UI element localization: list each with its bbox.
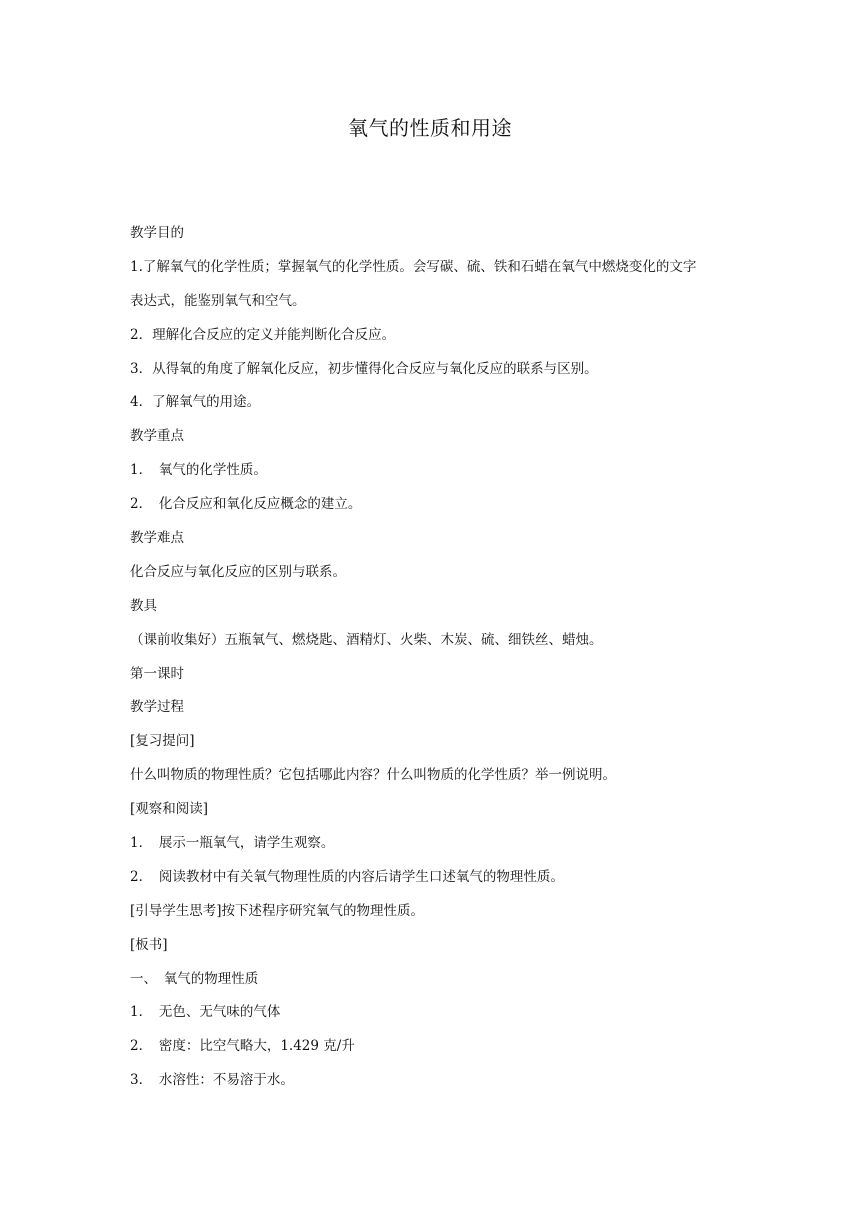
review-question-text: 什么叫物质的物理性质？它包括哪此内容？什么叫物质的化学性质？举一例说明。 bbox=[130, 767, 616, 784]
label-blackboard: [板书] bbox=[130, 936, 168, 953]
observe-item-1: 1． 展示一瓶氧气，请学生观察。 bbox=[130, 835, 335, 852]
document-body bbox=[130, 217, 740, 1098]
section-physical-properties: 一、 氧气的物理性质 bbox=[130, 970, 259, 987]
heading-teaching-aids: 教具 bbox=[130, 597, 157, 614]
teaching-aids-text: （课前收集好）五瓶氧气、燃烧匙、酒精灯、火柴、木炭、硫、细铁丝、蜡烛。 bbox=[130, 631, 603, 648]
label-observe-and-read: [观察和阅读] bbox=[130, 801, 209, 818]
heading-first-lesson: 第一课时 bbox=[130, 665, 184, 682]
property-1: 1． 无色、无气味的气体 bbox=[130, 1004, 281, 1021]
focus-2: 2． 化合反应和氧化反应概念的建立。 bbox=[130, 496, 362, 513]
property-2: 2． 密度：比空气略大，1.429 克/升 bbox=[130, 1038, 355, 1055]
label-review-questions: [复习提问] bbox=[130, 733, 195, 750]
property-3: 3． 水溶性：不易溶于水。 bbox=[130, 1072, 294, 1089]
objective-1-line-1: 1.了解氧气的化学性质；掌握氧气的化学性质。会写碳、硫、铁和石蜡在氧气中燃烧变化的文字 bbox=[130, 258, 697, 275]
observe-item-2: 2． 阅读教材中有关氧气物理性质的内容后请学生口述氧气的物理性质。 bbox=[130, 868, 564, 885]
focus-1: 1． 氧气的化学性质。 bbox=[130, 462, 267, 479]
heading-teaching-focus: 教学重点 bbox=[130, 428, 184, 445]
objective-2: 2．理解化合反应的定义并能判断化合反应。 bbox=[130, 326, 396, 343]
objective-4: 4．了解氧气的用途。 bbox=[130, 394, 261, 411]
heading-teaching-objectives: 教学目的 bbox=[130, 225, 184, 241]
objective-1-line-2: 表达式，能鉴别氧气和空气。 bbox=[130, 292, 306, 309]
document-title: 氧气的性质和用途 bbox=[348, 116, 512, 140]
difficulty-text: 化合反应与氧化反应的区别与联系。 bbox=[130, 563, 346, 580]
guide-students-thinking: [引导学生思考]按下述程序研究氧气的物理性质。 bbox=[130, 902, 425, 919]
heading-teaching-process: 教学过程 bbox=[130, 699, 184, 716]
objective-3: 3．从得氧的角度了解氧化反应，初步懂得化合反应与氧化反应的联系与区别。 bbox=[130, 360, 598, 377]
heading-teaching-difficulty: 教学难点 bbox=[130, 530, 184, 547]
